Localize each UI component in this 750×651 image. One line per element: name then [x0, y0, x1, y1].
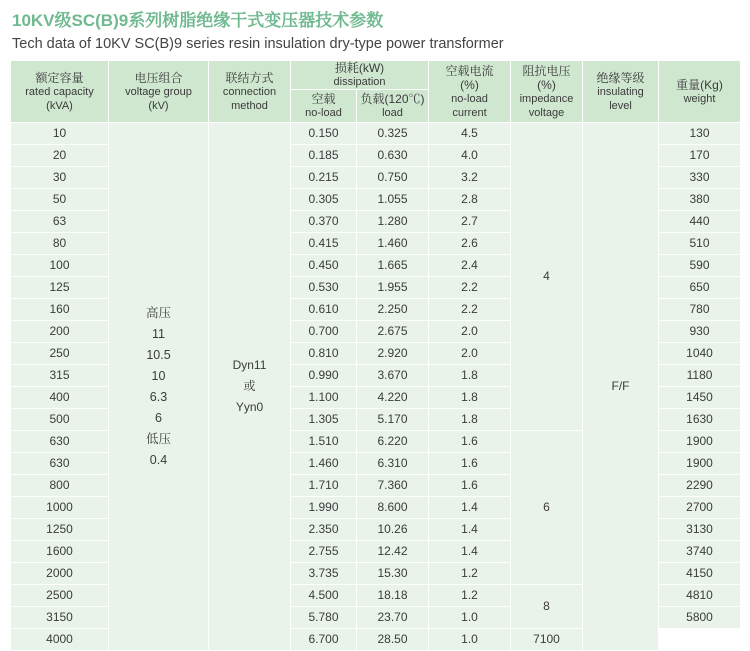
header-rated-capacity-unit: (kVA)	[46, 99, 73, 112]
cell-rated-capacity: 30	[11, 167, 109, 189]
cell-load-loss: 10.26	[357, 519, 429, 541]
header-impedance-voltage-unit: (%)	[537, 77, 556, 92]
cell-weight: 1630	[659, 409, 741, 431]
cell-no-load-loss: 0.370	[291, 211, 357, 233]
table-body	[11, 123, 741, 651]
cell-no-load-loss: 4.500	[291, 585, 357, 607]
cell-impedance-voltage: 6	[511, 431, 583, 585]
cell-no-load-current: 2.6	[429, 233, 511, 255]
cell-rated-capacity: 200	[11, 321, 109, 343]
header-connection-method	[209, 61, 291, 123]
transformer-spec-table	[10, 60, 741, 651]
cell-load-loss: 1.955	[357, 277, 429, 299]
header-rated-capacity-en: rated capacity	[25, 85, 94, 98]
cell-impedance-voltage: 4	[511, 123, 583, 431]
cell-no-load-current: 1.6	[429, 431, 511, 453]
cell-load-loss: 3.670	[357, 365, 429, 387]
cell-load-loss: 8.600	[357, 497, 429, 519]
cell-rated-capacity: 500	[11, 409, 109, 431]
cell-no-load-loss: 0.415	[291, 233, 357, 255]
voltage-group-line-4: 6.3	[149, 389, 168, 404]
header-dissipation-en: dissipation	[333, 76, 386, 88]
cell-rated-capacity: 3150	[11, 607, 109, 629]
cell-load-loss: 7.360	[357, 475, 429, 497]
cell-rated-capacity: 630	[11, 453, 109, 475]
header-row-top	[11, 61, 741, 90]
cell-no-load-loss: 0.305	[291, 189, 357, 211]
cell-no-load-current: 1.2	[429, 585, 511, 607]
cell-no-load-current: 2.7	[429, 211, 511, 233]
cell-weight: 440	[659, 211, 741, 233]
header-connection-en: connection	[222, 85, 277, 98]
header-dissipation-no-load-cn: 空载	[311, 92, 336, 106]
cell-no-load-current: 1.0	[429, 607, 511, 629]
cell-no-load-loss: 3.735	[291, 563, 357, 585]
cell-weight: 930	[659, 321, 741, 343]
table-row	[11, 123, 741, 145]
cell-no-load-loss: 0.700	[291, 321, 357, 343]
cell-weight: 1040	[659, 343, 741, 365]
voltage-group-line-3: 10	[151, 368, 166, 383]
header-impedance-voltage	[511, 61, 583, 123]
cell-no-load-current: 1.2	[429, 563, 511, 585]
cell-rated-capacity: 4000	[11, 629, 109, 651]
cell-no-load-loss: 1.710	[291, 475, 357, 497]
cell-no-load-loss: 0.185	[291, 145, 357, 167]
cell-weight: 1900	[659, 431, 741, 453]
cell-rated-capacity: 125	[11, 277, 109, 299]
cell-no-load-loss: 1.460	[291, 453, 357, 475]
cell-load-loss: 6.220	[357, 431, 429, 453]
header-dissipation	[291, 61, 429, 90]
cell-no-load-loss: 6.700	[291, 629, 357, 651]
cell-rated-capacity: 2000	[11, 563, 109, 585]
cell-no-load-current: 4.0	[429, 145, 511, 167]
cell-load-loss: 0.750	[357, 167, 429, 189]
cell-rated-capacity: 1000	[11, 497, 109, 519]
header-dissipation-cn: 损耗(kW)	[334, 61, 385, 75]
cell-no-load-current: 2.8	[429, 189, 511, 211]
cell-no-load-current: 2.0	[429, 321, 511, 343]
cell-load-loss: 5.170	[357, 409, 429, 431]
cell-connection-method	[209, 123, 291, 651]
page-title-cn: 10KV级SC(B)9系列树脂绝缘干式变压器技术参数	[12, 11, 384, 30]
voltage-group-line-7: 0.4	[149, 452, 168, 467]
voltage-group-line-0: 高压	[145, 305, 171, 320]
cell-impedance-voltage: 8	[511, 585, 583, 629]
cell-insulating-level: F/F	[583, 123, 659, 651]
cell-no-load-loss: 2.350	[291, 519, 357, 541]
cell-rated-capacity: 100	[11, 255, 109, 277]
header-dissipation-load-en: load	[382, 107, 403, 119]
header-connection-en2: method	[231, 99, 268, 112]
header-insulating-level-en2: level	[609, 99, 632, 112]
cell-rated-capacity: 20	[11, 145, 109, 167]
cell-no-load-loss: 1.990	[291, 497, 357, 519]
header-no-load-current-en: no-load	[451, 92, 488, 105]
header-voltage-group-cn: 电压组合	[134, 70, 183, 85]
cell-weight: 3740	[659, 541, 741, 563]
header-voltage-group	[109, 61, 209, 123]
cell-weight: 5800	[659, 607, 741, 629]
page-title-en: Tech data of 10KV SC(B)9 series resin insulation dry-type power transformer	[12, 36, 504, 52]
cell-load-loss: 1.460	[357, 233, 429, 255]
cell-no-load-current: 2.0	[429, 343, 511, 365]
cell-weight: 590	[659, 255, 741, 277]
header-weight	[659, 61, 741, 123]
cell-rated-capacity: 630	[11, 431, 109, 453]
header-insulating-level	[583, 61, 659, 123]
cell-weight: 3130	[659, 519, 741, 541]
cell-load-loss: 0.630	[357, 145, 429, 167]
cell-no-load-loss: 1.305	[291, 409, 357, 431]
voltage-group-line-1: 11	[152, 326, 165, 341]
header-insulating-level-cn: 绝缘等级	[596, 70, 645, 85]
cell-weight: 780	[659, 299, 741, 321]
cell-rated-capacity: 2500	[11, 585, 109, 607]
cell-rated-capacity: 250	[11, 343, 109, 365]
cell-load-loss: 2.250	[357, 299, 429, 321]
cell-no-load-loss: 0.450	[291, 255, 357, 277]
header-no-load-current	[429, 61, 511, 123]
cell-load-loss: 6.310	[357, 453, 429, 475]
cell-weight: 650	[659, 277, 741, 299]
header-dissipation-no-load-en: no-load	[305, 107, 342, 119]
cell-no-load-loss: 0.530	[291, 277, 357, 299]
header-rated-capacity	[11, 61, 109, 123]
cell-weight: 1900	[659, 453, 741, 475]
header-weight-cn: 重量(Kg)	[676, 77, 723, 92]
cell-no-load-current: 3.2	[429, 167, 511, 189]
cell-no-load-current: 1.4	[429, 497, 511, 519]
cell-weight: 2290	[659, 475, 741, 497]
cell-load-loss: 23.70	[357, 607, 429, 629]
cell-load-loss: 12.42	[357, 541, 429, 563]
header-no-load-current-en2: current	[452, 106, 487, 119]
cell-weight: 170	[659, 145, 741, 167]
cell-weight: 130	[659, 123, 741, 145]
header-no-load-current-unit: (%)	[460, 77, 479, 92]
header-dissipation-load	[357, 90, 429, 123]
cell-rated-capacity: 315	[11, 365, 109, 387]
header-voltage-group-en: voltage group	[125, 85, 192, 98]
header-weight-en: weight	[683, 92, 716, 105]
cell-weight: 510	[659, 233, 741, 255]
cell-voltage-group	[109, 123, 209, 651]
cell-rated-capacity: 10	[11, 123, 109, 145]
cell-load-loss: 28.50	[357, 629, 429, 651]
cell-load-loss: 1.055	[357, 189, 429, 211]
cell-load-loss: 2.675	[357, 321, 429, 343]
header-no-load-current-cn: 空载电流	[445, 63, 494, 78]
cell-no-load-current: 1.6	[429, 453, 511, 475]
cell-rated-capacity: 1600	[11, 541, 109, 563]
cell-rated-capacity: 1250	[11, 519, 109, 541]
cell-load-loss: 4.220	[357, 387, 429, 409]
connection-line-2: Yyn0	[235, 400, 264, 414]
voltage-group-line-2: 10.5	[146, 347, 171, 362]
cell-rated-capacity: 63	[11, 211, 109, 233]
connection-line-0: Dyn11	[232, 358, 267, 372]
header-dissipation-load-cn: 负载(120℃)	[360, 92, 425, 106]
cell-rated-capacity: 80	[11, 233, 109, 255]
cell-no-load-current: 1.8	[429, 365, 511, 387]
cell-load-loss: 0.325	[357, 123, 429, 145]
cell-load-loss: 15.30	[357, 563, 429, 585]
cell-weight: 7100	[511, 629, 583, 651]
cell-weight: 2700	[659, 497, 741, 519]
voltage-group-line-5: 6	[155, 410, 162, 425]
cell-weight: 1450	[659, 387, 741, 409]
cell-load-loss: 1.280	[357, 211, 429, 233]
header-connection-cn: 联结方式	[225, 70, 274, 85]
header-impedance-voltage-en2: voltage	[528, 106, 565, 119]
cell-load-loss: 18.18	[357, 585, 429, 607]
header-impedance-voltage-en: impedance	[519, 92, 574, 105]
cell-load-loss: 2.920	[357, 343, 429, 365]
cell-no-load-loss: 0.610	[291, 299, 357, 321]
cell-no-load-current: 1.8	[429, 387, 511, 409]
cell-no-load-loss: 2.755	[291, 541, 357, 563]
cell-no-load-current: 4.5	[429, 123, 511, 145]
cell-no-load-current: 2.2	[429, 277, 511, 299]
cell-weight: 1180	[659, 365, 741, 387]
cell-weight: 4150	[659, 563, 741, 585]
cell-no-load-current: 1.0	[429, 629, 511, 651]
cell-no-load-current: 1.4	[429, 519, 511, 541]
cell-rated-capacity: 50	[11, 189, 109, 211]
connection-line-1: 或	[243, 379, 256, 393]
cell-no-load-loss: 0.810	[291, 343, 357, 365]
cell-weight: 380	[659, 189, 741, 211]
cell-rated-capacity: 800	[11, 475, 109, 497]
cell-weight: 4810	[659, 585, 741, 607]
cell-load-loss: 1.665	[357, 255, 429, 277]
table-header	[11, 61, 741, 123]
cell-no-load-loss: 1.510	[291, 431, 357, 453]
header-voltage-group-unit: (kV)	[148, 99, 169, 112]
cell-no-load-current: 1.4	[429, 541, 511, 563]
cell-rated-capacity: 160	[11, 299, 109, 321]
cell-no-load-current: 1.6	[429, 475, 511, 497]
cell-no-load-loss: 5.780	[291, 607, 357, 629]
cell-no-load-loss: 0.215	[291, 167, 357, 189]
cell-no-load-current: 2.4	[429, 255, 511, 277]
cell-weight: 330	[659, 167, 741, 189]
header-dissipation-no-load	[291, 90, 357, 123]
voltage-group-line-6: 低压	[145, 431, 171, 446]
cell-no-load-current: 2.2	[429, 299, 511, 321]
header-insulating-level-en: insulating	[597, 85, 644, 98]
cell-no-load-loss: 0.150	[291, 123, 357, 145]
header-impedance-voltage-cn: 阻抗电压	[522, 63, 571, 78]
header-rated-capacity-cn: 额定容量	[35, 70, 84, 85]
cell-no-load-loss: 1.100	[291, 387, 357, 409]
cell-no-load-current: 1.8	[429, 409, 511, 431]
cell-rated-capacity: 400	[11, 387, 109, 409]
cell-no-load-loss: 0.990	[291, 365, 357, 387]
